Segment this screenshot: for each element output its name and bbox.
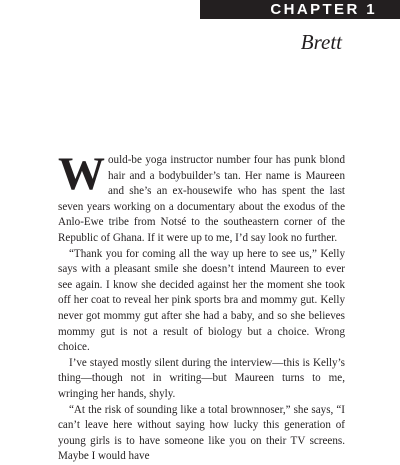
drop-cap: W	[58, 148, 105, 200]
chapter-title: Brett	[300, 30, 342, 54]
paragraph-2: “Thank you for coming all the way up here to see us,” Kelly says with a pleasant smile she doesn’t intend Maureen to ever see again. I know she decided against her the moment she took off her coat to reveal her pink sports bra and mommy gut. Kelly never got mommy gut after she had a baby, and so she believes mommy gut is not a result of biology but a choice. Wrong choice.	[58, 247, 345, 354]
chapter-number-banner	[200, 0, 400, 19]
chapter-number: CHAPTER 1	[270, 1, 377, 18]
paragraph-1-text: ould-be yoga instructor number four has punk blond hair and a bodybuilder’s tan. Her name is Maureen and she’s an ex-housewife who has spent the last seven years working on a documentary about the exodus of the Anlo-Ewe tribe from Notsé to the southeastern corner of the Republic of Ghana. If it were up to me, I’d say look no further.	[58, 154, 345, 244]
paragraph-1	[58, 148, 345, 247]
chapter-body-text	[58, 148, 345, 465]
paragraph-4: “At the risk of sounding like a total brownnoser,” she says, “I can’t leave here without saying how lucky this generation of young girls is to have someone like you on their TV screens. Maybe I would have	[58, 403, 345, 463]
paragraph-3: I’ve stayed mostly silent during the interview—this is Kelly’s thing—though not in writing—but Maureen turns to me, wringing her hands, shyly.	[58, 356, 345, 400]
